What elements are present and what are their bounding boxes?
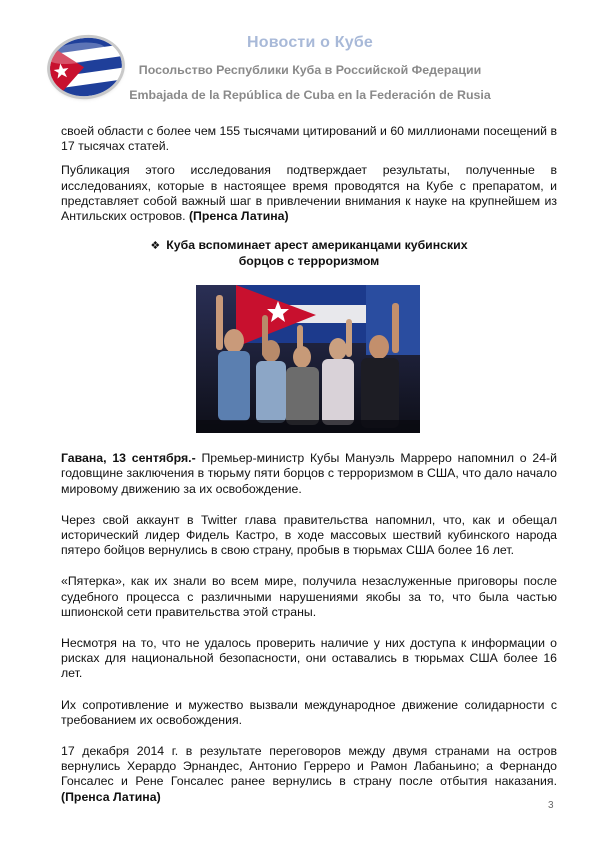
article-last-text: 17 декабря 2014 г. в результате переговоров между двумя странами на остров вернулись Херардо Эрнандес, Антонио Герреро и Рамон Лабаньино; а Фернандо Гонсалес и Рене Гонсалес ранее вернулись в страну после отбытия наказания. xyxy=(61,744,557,789)
source-credit: (Пренса Латина) xyxy=(61,789,161,804)
article-paragraph: «Пятерка», как их знали во всем мире, получила незаслуженные приговоры после судебного процесса с различными нарушениями якобы за то, что была частью шпионской сети правительства этой страны. xyxy=(61,574,557,619)
page-number: 3 xyxy=(548,800,554,811)
article-dateline: Гавана, 13 сентября.- xyxy=(61,451,196,466)
source-credit: (Пренса Латина) xyxy=(188,209,289,224)
article-heading-text: Куба вспоминает арест американцами кубинских борцов с терроризмом xyxy=(166,238,468,269)
article-paragraph: Их сопротивление и мужество вызвали международное движение солидарности с требованием их освобождения. xyxy=(61,697,557,727)
site-title: Новости о Кубе xyxy=(247,34,373,51)
five-heroes-photo xyxy=(196,285,420,433)
diamond-bullet-icon: ❖ xyxy=(150,240,161,253)
page-content xyxy=(61,124,557,821)
embassy-name-es: Embajada de la República de Cuba en la Federación de Rusia xyxy=(129,88,491,102)
page-header xyxy=(0,0,597,110)
intro-paragraph-2-text: Публикация этого исследования подтверждает результаты, полученные в исследованиях, которые в настоящее время проводятся на Кубе с препаратом, и представляет собой важный шаг в привлечении внимания к науке на крупнейшем из Антильских островов. xyxy=(61,163,557,224)
article-lead-text: Премьер-министр Кубы Мануэль Марреро напомнил о 24-й годовщине заключения в тюрьму пяти борцов с терроризмом в США, что дало начало мировому движению за их освобождение. xyxy=(61,451,558,496)
article-paragraph: Несмотря на то, что не удалось проверить наличие у них доступа к информации о рисках для национальной безопасности, они оставались в тюрьмах США более 16 лет. xyxy=(61,636,557,681)
article-paragraph: Через свой аккаунт в Twitter глава правительства напомнил, что, как и обещал исторический лидер Фидель Кастро, в ходе массовых шествий кубинского народа пятеро бойцов вернулись в свою страну, пробыв в тюрьмах США более 16 лет. xyxy=(61,512,557,558)
article-body xyxy=(61,451,557,805)
article-lead-paragraph xyxy=(61,451,557,497)
embassy-name-ru: Посольство Республики Куба в Российской Федерации xyxy=(138,63,482,77)
article-heading xyxy=(61,238,557,269)
intro-paragraph-1: своей области с более чем 155 тысячами цитирований и 60 миллионами посещений в 17 тысячах статей. xyxy=(61,124,557,154)
article-last-paragraph xyxy=(61,744,557,805)
intro-paragraph-2 xyxy=(61,163,557,224)
